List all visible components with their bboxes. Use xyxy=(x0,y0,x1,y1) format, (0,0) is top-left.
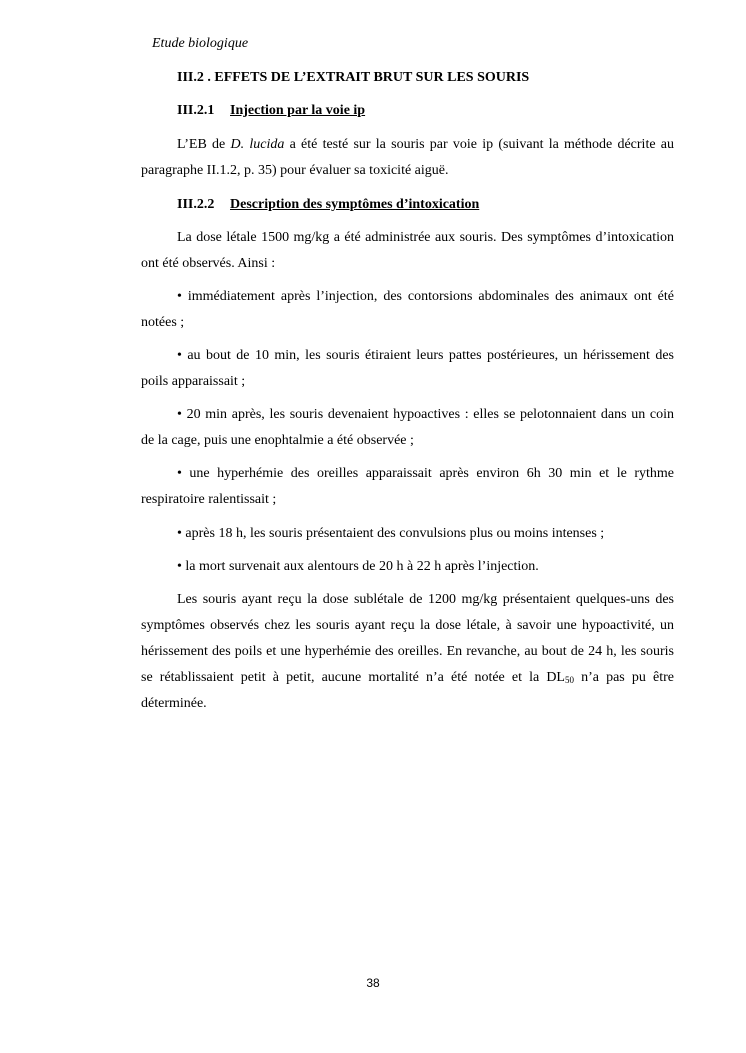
running-header: Etude biologique xyxy=(152,36,249,51)
section-number: III.2 . xyxy=(177,70,211,85)
subsection-title-1: Injection par la voie ip xyxy=(230,103,366,118)
subsection-heading-2 xyxy=(177,196,479,214)
bullet-item: • au bout de 10 min, les souris étiraient leurs pattes postérieures, un hérissement des poils apparaissait ; xyxy=(141,348,674,389)
subsection-number-1: III.2.1 xyxy=(177,103,215,118)
paragraph-sublethal xyxy=(141,587,674,717)
paragraph-dose: La dose létale 1500 mg/kg a été administrée aux souris. Des symptômes d’intoxication ont été observés. Ainsi : xyxy=(141,230,674,271)
bullet-item: • une hyperhémie des oreilles apparaissait après environ 6h 30 min et le rythme respiratoire ralentissait ; xyxy=(141,466,674,507)
subsection-title-2: Description des symptômes d’intoxication xyxy=(230,197,480,212)
page-number: 38 xyxy=(366,976,380,990)
section-heading xyxy=(177,69,529,87)
subsection-heading-1 xyxy=(177,102,365,120)
intro-text-before: L’EB de xyxy=(177,137,231,152)
dl-subscript: 50 xyxy=(564,675,574,685)
subsection-number-2: III.2.2 xyxy=(177,197,215,212)
paragraph-intro xyxy=(141,132,674,184)
bullet-item: • immédiatement après l’injection, des contorsions abdominales des animaux ont été notées ; xyxy=(141,289,674,330)
bullet-item: • 20 min après, les souris devenaient hypoactives : elles se pelotonnaient dans un coin de la cage, puis une enophtalmie a été observée ; xyxy=(141,407,674,448)
sublethal-text-after: n’a pas pu être déterminée. xyxy=(141,670,674,711)
section-title: EFFETS DE L’EXTRAIT BRUT SUR LES SOURIS xyxy=(214,70,530,85)
species-name: D. lucida xyxy=(230,137,285,152)
bullet-item: • la mort survenait aux alentours de 20 h à 22 h après l’injection. xyxy=(177,559,539,574)
bullet-item: • après 18 h, les souris présentaient des convulsions plus ou moins intenses ; xyxy=(177,526,605,541)
intro-text-after: a été testé sur la souris par voie ip (suivant la méthode décrite au paragraphe II.1.2, p. 35) pour évaluer sa toxicité aiguë. xyxy=(141,137,674,178)
sublethal-text-before: Les souris ayant reçu la dose sublétale de 1200 mg/kg présentaient quelques-uns des symptômes observés chez les souris ayant reçu la dose létale, à savoir une hypoactivité, un hérissement des poils et une hyperhémie des oreilles. En revanche, au bout de 24 h, les souris se rétablissaient petit à petit, aucune mortalité n’a été notée et la DL xyxy=(141,592,674,685)
